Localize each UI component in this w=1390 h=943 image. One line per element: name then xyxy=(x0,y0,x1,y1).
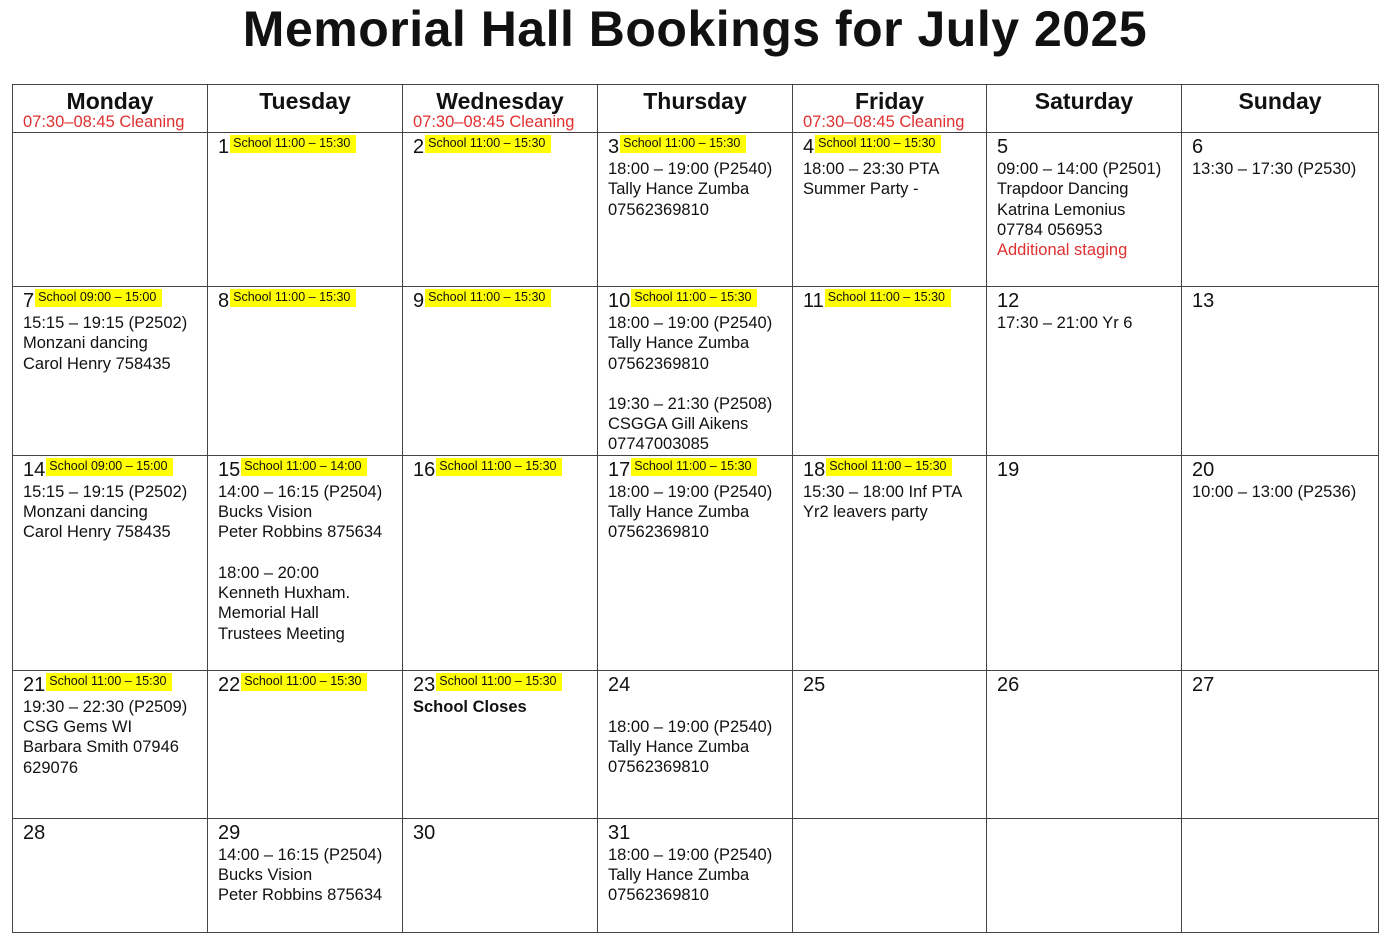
day-heading xyxy=(608,289,788,313)
day-content xyxy=(793,819,986,845)
page-title: Memorial Hall Bookings for July 2025 xyxy=(242,1,1148,57)
day-header-friday xyxy=(793,85,987,133)
school-booking-badge: School 11:00 – 15:30 xyxy=(436,673,562,691)
day-number: 9 xyxy=(413,290,425,312)
day-heading xyxy=(1192,289,1374,313)
day-number: 4 xyxy=(803,136,815,158)
day-number: 28 xyxy=(23,821,46,844)
day-heading xyxy=(803,458,982,482)
day-cell-11 xyxy=(793,287,987,456)
booking-line: 10:00 – 13:00 (P2536) xyxy=(1192,482,1357,501)
day-number: 12 xyxy=(997,290,1020,312)
day-cell-24 xyxy=(598,670,793,818)
school-booking-badge: School 11:00 – 15:30 xyxy=(631,289,757,307)
day-heading xyxy=(1192,821,1374,845)
day-cell-17 xyxy=(598,455,793,670)
school-booking-badge: School 11:00 – 15:30 xyxy=(826,458,952,476)
booking-line: Summer Party - xyxy=(803,180,919,199)
cleaning-note: 07:30–08:45 Cleaning xyxy=(23,113,185,131)
day-content xyxy=(793,456,986,523)
day-heading xyxy=(997,821,1177,845)
day-number: 24 xyxy=(608,673,631,696)
school-booking-badge: School 11:00 – 15:30 xyxy=(815,135,941,153)
day-cell-2 xyxy=(403,133,598,287)
booking-line: Peter Robbins 875634 xyxy=(218,523,383,542)
day-header-wednesday xyxy=(403,85,598,133)
school-booking-badge: School 11:00 – 15:30 xyxy=(631,458,757,476)
day-cell-29 xyxy=(208,818,403,932)
booking-line: Carol Henry 758435 xyxy=(23,523,171,542)
day-cell-14 xyxy=(13,455,208,670)
booking-line: 18:00 – 19:00 (P2540) xyxy=(608,160,773,178)
day-number: 22 xyxy=(218,673,241,696)
booking-line: 07562369810 xyxy=(608,200,709,219)
day-heading xyxy=(608,458,788,482)
booking-line: Carol Henry 758435 xyxy=(23,354,171,373)
booking-line: Tally Hance Zumba xyxy=(608,334,750,353)
day-content xyxy=(987,819,1181,845)
day-cell-3 xyxy=(598,133,793,287)
day-number: 2 xyxy=(413,136,425,158)
school-booking-badge: School 11:00 – 15:30 xyxy=(620,135,746,153)
day-content xyxy=(598,819,792,906)
day-content xyxy=(208,133,402,159)
booking-line: 15:30 – 18:00 Inf PTA xyxy=(803,482,963,501)
day-number: 17 xyxy=(608,458,631,481)
day-heading xyxy=(608,673,788,697)
booking-line: Monzani dancing xyxy=(23,503,148,522)
day-cell-19 xyxy=(987,455,1182,670)
booking-line: Additional staging xyxy=(997,241,1128,260)
day-content xyxy=(13,133,207,159)
day-header-sunday xyxy=(1182,85,1379,133)
day-header-saturday xyxy=(987,85,1182,133)
day-content xyxy=(598,133,792,220)
day-cell-5 xyxy=(987,133,1182,287)
day-content xyxy=(208,287,402,313)
day-cell-9 xyxy=(403,287,598,456)
day-content xyxy=(987,456,1181,482)
school-booking-badge: School 11:00 – 15:30 xyxy=(241,673,367,691)
calendar-grid xyxy=(12,84,1379,933)
day-heading xyxy=(997,458,1177,482)
day-number: 19 xyxy=(997,458,1020,481)
day-content xyxy=(1182,671,1378,697)
day-cell-6 xyxy=(1182,133,1379,287)
day-heading xyxy=(413,821,593,845)
week-row xyxy=(13,670,1379,818)
booking-line: 07784 056953 xyxy=(997,220,1103,239)
booking-line: Kenneth Huxham. xyxy=(218,583,351,602)
day-header-tuesday xyxy=(208,85,403,133)
day-number: 18 xyxy=(803,458,826,481)
day-cell-15 xyxy=(208,455,403,670)
week-row xyxy=(13,818,1379,932)
week-row xyxy=(13,133,1379,287)
day-heading xyxy=(413,135,593,159)
day-number: 31 xyxy=(608,821,631,844)
day-number: 6 xyxy=(1192,136,1204,158)
day-heading xyxy=(803,135,982,159)
day-number: 27 xyxy=(1192,673,1215,696)
day-name: Thursday xyxy=(643,88,747,114)
day-content xyxy=(403,819,597,845)
booking-line: Tally Hance Zumba xyxy=(608,738,750,757)
day-cell-31 xyxy=(598,818,793,932)
empty-day-cell xyxy=(793,818,987,932)
day-header-monday xyxy=(13,85,208,133)
day-content xyxy=(208,671,402,697)
day-number: 10 xyxy=(608,290,631,312)
day-number: 14 xyxy=(23,458,46,481)
day-cell-13 xyxy=(1182,287,1379,456)
booking-line: Trapdoor Dancing xyxy=(997,180,1129,199)
cleaning-note: 07:30–08:45 Cleaning xyxy=(413,113,575,131)
day-cell-28 xyxy=(13,818,208,932)
school-booking-badge: School 11:00 – 15:30 xyxy=(825,289,951,307)
booking-line: 19:30 – 22:30 (P2509) xyxy=(23,697,188,716)
booking-line: School Closes xyxy=(413,697,527,716)
school-booking-badge: School 11:00 – 15:30 xyxy=(425,135,551,153)
day-heading xyxy=(1192,458,1374,482)
weekday-header-row xyxy=(13,85,1379,133)
day-number: 30 xyxy=(413,821,436,844)
day-number: 13 xyxy=(1192,290,1215,312)
day-content xyxy=(208,456,402,644)
booking-line: Trustees Meeting xyxy=(218,624,345,643)
booking-line: 18:00 – 20:00 xyxy=(218,563,319,582)
day-number: 7 xyxy=(23,290,35,312)
day-cell-25 xyxy=(793,670,987,818)
booking-line: Tally Hance Zumba xyxy=(608,503,750,522)
day-content xyxy=(13,819,207,845)
booking-line: 18:00 – 23:30 PTA xyxy=(803,160,940,178)
empty-day-cell xyxy=(13,133,208,287)
booking-line: 09:00 – 14:00 (P2501) xyxy=(997,160,1162,178)
day-content xyxy=(598,456,792,543)
booking-line: 14:00 – 16:15 (P2504) xyxy=(218,482,383,501)
day-header-thursday xyxy=(598,85,793,133)
day-content xyxy=(598,671,792,778)
booking-line: 15:15 – 19:15 (P2502) xyxy=(23,482,188,501)
day-name: Monday xyxy=(66,88,154,114)
day-name: Wednesday xyxy=(436,88,564,114)
day-content xyxy=(987,287,1181,333)
booking-line: CSG Gems WI xyxy=(23,718,133,737)
booking-line: 07562369810 xyxy=(608,758,709,777)
day-heading xyxy=(997,673,1177,697)
day-cell-7 xyxy=(13,287,208,456)
day-number: 21 xyxy=(23,673,46,696)
day-heading xyxy=(23,289,203,313)
booking-line: 19:30 – 21:30 (P2508) xyxy=(608,394,773,413)
day-name: Friday xyxy=(854,88,925,114)
day-name: Saturday xyxy=(1034,88,1134,114)
day-heading xyxy=(413,458,593,482)
day-heading xyxy=(218,821,398,845)
day-content xyxy=(793,133,986,200)
booking-line: Monzani dancing xyxy=(23,334,148,353)
school-booking-badge: School 11:00 – 15:30 xyxy=(230,289,356,307)
day-number: 26 xyxy=(997,673,1020,696)
school-booking-badge: School 11:00 – 15:30 xyxy=(436,458,562,476)
booking-line: 15:15 – 19:15 (P2502) xyxy=(23,314,188,332)
booking-line: Yr2 leavers party xyxy=(803,503,928,522)
booking-line: 18:00 – 19:00 (P2540) xyxy=(608,717,773,736)
day-heading xyxy=(803,289,982,313)
day-heading xyxy=(23,821,203,845)
day-number: 25 xyxy=(803,673,826,696)
school-booking-badge: School 09:00 – 15:00 xyxy=(35,289,162,307)
day-heading xyxy=(218,673,398,697)
day-content xyxy=(13,287,207,374)
school-booking-badge: School 11:00 – 15:30 xyxy=(425,289,551,307)
day-number: 5 xyxy=(997,136,1009,158)
booking-line: Peter Robbins 875634 xyxy=(218,886,383,905)
booking-line: 17:30 – 21:00 Yr 6 xyxy=(997,314,1133,332)
booking-line: 629076 xyxy=(23,758,79,777)
day-number: 20 xyxy=(1192,458,1215,481)
day-content xyxy=(403,287,597,313)
day-heading xyxy=(23,673,203,697)
day-content xyxy=(13,671,207,778)
day-content xyxy=(1182,819,1378,845)
day-content xyxy=(1182,456,1378,502)
day-heading xyxy=(23,458,203,482)
day-heading xyxy=(23,135,203,159)
day-cell-20 xyxy=(1182,455,1379,670)
day-content xyxy=(208,819,402,906)
day-cell-27 xyxy=(1182,670,1379,818)
day-heading xyxy=(997,289,1177,313)
day-cell-21 xyxy=(13,670,208,818)
cleaning-note: 07:30–08:45 Cleaning xyxy=(803,113,965,131)
school-booking-badge: School 11:00 – 15:30 xyxy=(230,135,356,153)
booking-line: Bucks Vision xyxy=(218,866,313,885)
booking-line: 18:00 – 19:00 (P2540) xyxy=(608,482,773,501)
booking-line: Barbara Smith 07946 xyxy=(23,738,179,757)
booking-line: 07562369810 xyxy=(608,354,709,373)
day-content xyxy=(1182,133,1378,179)
empty-day-cell xyxy=(1182,818,1379,932)
day-heading xyxy=(608,821,788,845)
day-cell-18 xyxy=(793,455,987,670)
day-content xyxy=(13,456,207,543)
booking-line: Bucks Vision xyxy=(218,503,313,522)
booking-line: Tally Hance Zumba xyxy=(608,180,750,199)
day-cell-26 xyxy=(987,670,1182,818)
week-row xyxy=(13,455,1379,670)
week-row xyxy=(13,287,1379,456)
day-number: 8 xyxy=(218,290,230,312)
booking-line: 18:00 – 19:00 (P2540) xyxy=(608,314,773,332)
booking-line: Memorial Hall xyxy=(218,604,319,623)
day-heading xyxy=(218,289,398,313)
day-number: 16 xyxy=(413,458,436,481)
day-number: 1 xyxy=(218,136,230,158)
day-heading xyxy=(218,135,398,159)
empty-day-cell xyxy=(987,818,1182,932)
day-cell-1 xyxy=(208,133,403,287)
school-booking-badge: School 09:00 – 15:00 xyxy=(46,458,173,476)
booking-line: CSGGA Gill Aikens xyxy=(608,415,749,434)
day-content xyxy=(987,133,1181,260)
day-cell-22 xyxy=(208,670,403,818)
day-content xyxy=(793,671,986,697)
day-cell-8 xyxy=(208,287,403,456)
day-content xyxy=(403,671,597,717)
booking-line: 07747003085 xyxy=(608,435,709,454)
day-heading xyxy=(608,135,788,159)
booking-line: 14:00 – 16:15 (P2504) xyxy=(218,845,383,864)
day-number: 11 xyxy=(803,290,824,312)
day-cell-16 xyxy=(403,455,598,670)
day-cell-10 xyxy=(598,287,793,456)
day-content xyxy=(403,456,597,482)
school-booking-badge: School 11:00 – 15:30 xyxy=(46,673,172,691)
day-content xyxy=(598,287,792,455)
day-content xyxy=(403,133,597,159)
day-content xyxy=(793,287,986,313)
day-content xyxy=(987,671,1181,697)
day-heading xyxy=(413,289,593,313)
day-number: 23 xyxy=(413,673,436,696)
booking-line: 07562369810 xyxy=(608,523,709,542)
day-heading xyxy=(1192,673,1374,697)
school-booking-badge: School 11:00 – 14:00 xyxy=(241,458,367,476)
day-cell-12 xyxy=(987,287,1182,456)
day-number: 29 xyxy=(218,821,241,844)
day-heading xyxy=(413,673,593,697)
booking-line: 07562369810 xyxy=(608,886,709,905)
day-number: 3 xyxy=(608,136,620,158)
booking-line: 18:00 – 19:00 (P2540) xyxy=(608,845,773,864)
day-heading xyxy=(218,458,398,482)
day-cell-4 xyxy=(793,133,987,287)
day-heading xyxy=(803,821,982,845)
day-heading xyxy=(997,135,1177,159)
booking-line: Katrina Lemonius xyxy=(997,200,1126,219)
day-name: Tuesday xyxy=(259,88,351,114)
day-heading xyxy=(803,673,982,697)
day-cell-23 xyxy=(403,670,598,818)
booking-line: 13:30 – 17:30 (P2530) xyxy=(1192,160,1357,178)
day-heading xyxy=(1192,135,1374,159)
day-cell-30 xyxy=(403,818,598,932)
day-content xyxy=(1182,287,1378,313)
day-name: Sunday xyxy=(1238,88,1322,114)
day-number: 15 xyxy=(218,458,241,481)
booking-line: Tally Hance Zumba xyxy=(608,866,750,885)
